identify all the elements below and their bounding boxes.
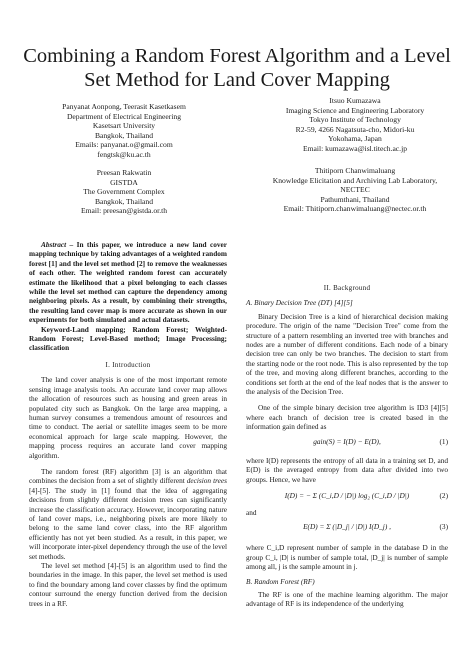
author-block-4 [246,166,464,214]
author-block-2 [250,96,460,154]
author-email: Email: Thitiporn.chanwimaluang@nectec.or.th [283,204,427,214]
author-affil-line: Knowledge Elicitation and Archiving Lab Laboratory, [272,175,438,185]
author-name: Panyanat Aonpong, Teerasit Kasetkasem [62,102,186,111]
author-affil-line: Pathumthani, Thailand [320,194,390,204]
background-paragraph-a2: One of the simple binary decision tree algorithm is ID3 [4][5] where each branch of decision tree is created based in the information gain defined as [246,403,448,432]
intro-paragraph-1: The land cover analysis is one of the most important remote sensing image analysis tools. An accurate land cover map allows the allocation of resources such as housing and green areas in populated city such as Bangkok. On the large area mapping, a human survey consumes a tremendous amount of resources and time to conduct. The aerial or satellite images seem to be more economical approach for large scale mapping. However, the mapping process requires an accurate land cover mapping algorithm. [29,375,227,460]
background-paragraph-a4: where C_i,D represent number of sample in the database D in the group C_i, |D| is number of sample total, |D_j| is number of sample among all, j is the sample amount in j. [246,543,448,572]
author-affil-line: The Government Complex [83,187,165,197]
title-line-2: Set Method for Land Cover Mapping [84,69,390,91]
author-affil-line: Kasetsart University [92,121,156,131]
equation-2 [246,487,448,507]
author-name: Itsuo Kumazawa [329,96,381,105]
equation-3 [246,518,448,538]
section-heading-background: II. Background [323,284,371,292]
equation-1-expression: gain(S) = I(D) − E(D), [313,436,381,446]
author-affil-line: GISTDA [110,177,138,187]
author-email: Email: preesan@gistda.or.th [80,206,168,216]
author-affil-line: R2-59, 4266 Nagatsuta-cho, Midori-ku [295,124,415,134]
intro-paragraph-3: The level set method [4]-[5] is an algorithm used to find the boundaries in the image. In this paper, the level set method is used to find the boundary among land cover classes by find the optimum contour surround the energy function derived from the decision trees in a RF. [29,561,227,608]
title-line-1: Combining a Random Forest Algorithm and a Level [23,45,451,67]
author-affil-line: NECTEC [340,185,370,195]
section-heading-introduction: I. Introduction [105,360,151,369]
abstract-text: – In this paper, we introduce a new land cover mapping technique by taking advantages of a weighted random forest [1] and the level set method [2] to remove the weaknesses of each other. The weighted random forest can accurately estimate the likelihood that a pixel belonging to each classes while the level set method can capture the dependency among neighboring pixels. As a result, by combining their strengths, the resulting land cover map is more accurate as shown in our experiments for both simulated and actual datasets. [29,240,227,325]
subsection-heading-a: A. Binary Decision Tree (DT) [4][5] [246,298,353,308]
equation-3-expression: E(D) = Σ (|D_j| / |D|) I(D_j) , [303,522,391,532]
author-name: Thitiporn Chanwimaluang [314,166,396,175]
background-paragraph-b1: The RF is one of the machine learning algorithm. The major advantage of RF is its independence of the underlying [246,589,448,609]
author-affil-line: Bangkok, Thailand [94,196,154,206]
author-affil-line: Imaging Science and Engineering Laboratory [285,105,425,115]
author-affil-line: Department of Electrical Engineering [66,111,182,121]
author-email: Emails: panyanat.o@gmail.com [75,140,173,150]
author-block-3 [24,168,224,216]
intro-paragraph-2 [29,467,227,561]
author-email: Email: kumazawa@isl.titech.ac.jp [303,143,407,153]
author-affil-line: Yokohama, Japan [328,134,382,144]
intro-p2-part-a: The random forest (RF) algorithm [3] is an algorithm that combines the decision from a set of slightly different [29,466,227,486]
abstract-lead: Abstract [41,240,67,249]
author-name: Preesan Rakwatin [96,168,152,177]
left-column [29,240,227,608]
keywords: Keyword-Land mapping; Random Forest; Weighted-Random Forest; Level-Based method; Image Processing; classification [29,324,227,353]
intro-p2-part-c: [4]-[5]. The study in [1] found that the idea of aggregating decisions from slightly different decision trees can significantly increase the classification accuracy. However, incorporating nature of land cover maps, i.e., neighboring pixels are more likely to belong to the same land cover class, into the RF algorithm efficiently has not yet been studied. As a result, in this paper, we will incorporate inter-pixel dependency through the use of the level set methods. [29,485,227,561]
intro-p2-emphasis: decision trees [186,476,227,486]
author-affil-line: Tokyo Institute of Technology [309,115,401,125]
and-connector: and [246,507,257,517]
equation-1 [246,437,448,450]
equation-1-number: (1) [439,436,448,446]
author-email: fengtsk@ku.ac.th [97,149,151,159]
equation-2-number: (2) [439,490,448,500]
author-block-1 [24,102,224,160]
author-affil-line: Bangkok, Thailand [94,130,154,140]
equation-3-number: (3) [439,522,448,532]
equation-2-expression: I(D) = − Σ (C_i,D / |D|) log₂ (C_i,D / |D|) [284,490,410,500]
background-paragraph-a1: Binary Decision Tree is a kind of hierarchical decision making procedure. The origin of the name "Decision Tree" come from the structure of a pattern resembling an inverted tree with branches and nodes are a number of different conditions. Each node of a binary decision tree can only be two branches. The decision to start from the starting node or the root node. This is also represented by the top of the tree, and moving along different branches, according to the conditions set forth at the end of the leaf nodes that is the answer to the analysis of the Decision Tree. [246,311,448,397]
right-column [246,284,448,609]
background-paragraph-a3: where I(D) represents the entropy of all data in a training set D, and E(D) is the averaged entropy from data after divided into two groups. Hence, we have [246,455,448,484]
paper-title [20,44,454,92]
abstract [29,240,227,325]
subsection-heading-b: B. Random Forest (RF) [246,576,315,586]
